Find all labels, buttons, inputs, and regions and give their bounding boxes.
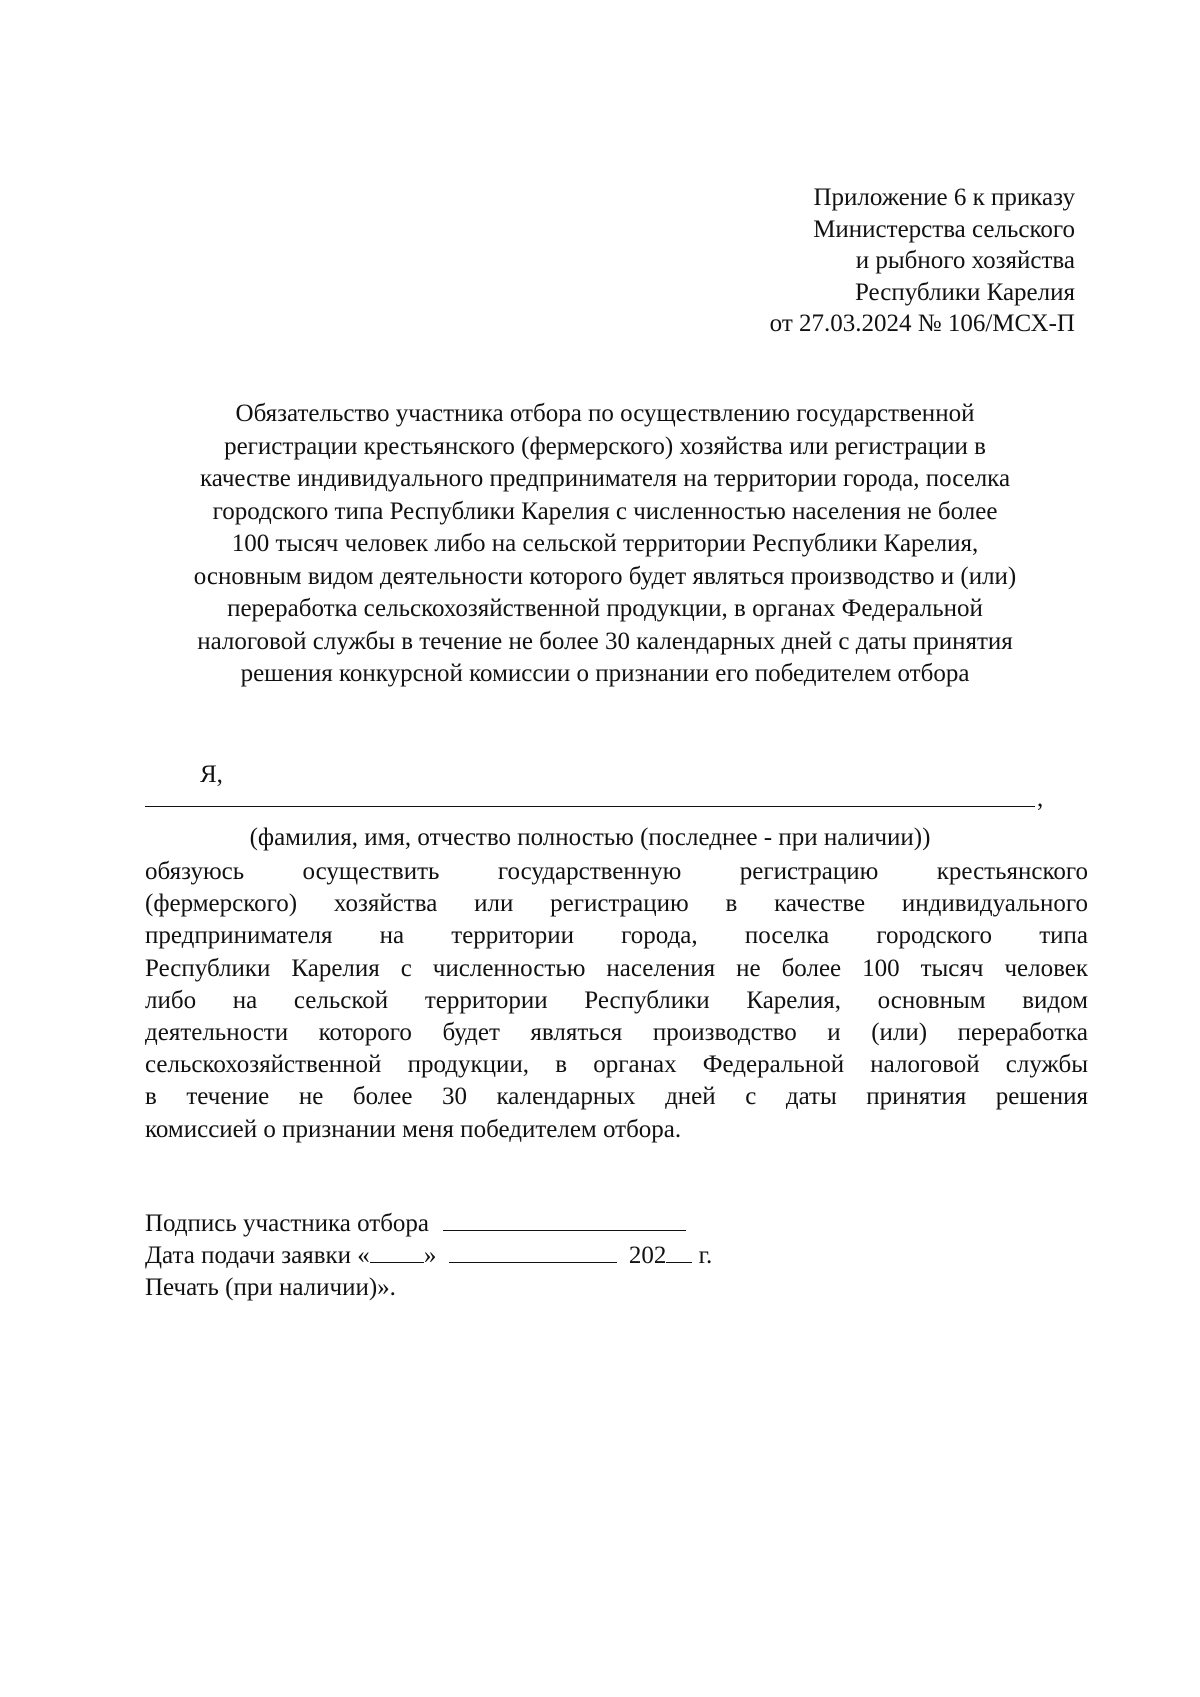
date-quote-close: » [423,1242,437,1269]
pledge-body-line: предпринимателя на территории города, поселка городского типа [145,922,1088,950]
appendix-line: Республики Карелия [854,278,1075,306]
title-line: переработка сельскохозяйственной продукции, в органах Федеральной [227,595,983,622]
full-name-underline [145,806,1035,807]
appendix-line: Министерства сельского [813,215,1075,243]
full-name-comma: , [1037,785,1044,812]
date-month-field[interactable] [449,1240,617,1263]
appendix-line: и рыбного хозяйства [855,247,1075,274]
appendix-header [770,182,1075,340]
pledge-body-line: обязуюсь осуществить государственную регистрацию крестьянского [145,858,1088,885]
title-line: основным видом деятельности которого будет являться производство и (или) [193,562,1017,590]
title-line: Обязательство участника отбора по осуществлению государственной [235,400,975,427]
title-line: 100 тысяч человек либо на сельской территории Республики Карелия, [231,530,979,557]
appendix-line: от 27.03.2024 № 106/МСХ-П [769,310,1075,337]
stamp-label: Печать (при наличии)». [145,1274,396,1301]
pledge-body-line: сельскохозяйственной продукции, в органах Федеральной налоговой службы [145,1051,1088,1079]
title-line: городского типа Республики Карелия с численностью населения не более [212,497,998,525]
signature-row [145,1208,712,1240]
full-name-caption: (фамилия, имя, отчество полностью (последнее - при наличии)) [249,824,931,851]
pledge-body-line: в течение не более 30 календарных дней с даты принятия решения [145,1083,1088,1111]
pledge-body-line: Республики Карелия с численностью населения не более 100 тысяч человек [145,954,1088,982]
pledge-body-line: деятельности которого будет являться производство и (или) переработка [145,1019,1088,1047]
title-line: решения конкурсной комиссии о признании его победителем отбора [240,660,970,687]
pledge-body-line: комиссией о признании меня победителем отбора. [145,1115,682,1143]
year-field[interactable] [666,1240,692,1263]
pledge-body-line: либо на сельской территории Республики Карелия, основным видом [145,986,1088,1014]
date-label: Дата подачи заявки « [145,1242,370,1269]
year-suffix: г. [698,1242,713,1269]
pledge-pronoun: Я, [200,761,223,788]
signature-field[interactable] [443,1208,686,1231]
signature-block [145,1208,712,1304]
title-line: качестве индивидуального предпринимателя на территории города, поселка [199,465,1011,492]
date-day-field[interactable] [370,1240,424,1263]
document-title [135,398,1075,691]
appendix-line: Приложение 6 к приказу [813,184,1075,211]
title-line: налоговой службы в течение не более 30 календарных дней с даты принятия [197,627,1013,655]
title-line: регистрации крестьянского (фермерского) хозяйства или регистрации в [224,432,986,460]
pledge-body [145,856,1088,1146]
year-prefix: 202 [628,1242,667,1269]
pledge-body-line: (фермерского) хозяйства или регистрацию в качестве индивидуального [145,890,1088,918]
signature-label: Подпись участника отбора [145,1210,430,1237]
full-name-field[interactable] [145,777,1070,812]
date-row [145,1240,712,1272]
